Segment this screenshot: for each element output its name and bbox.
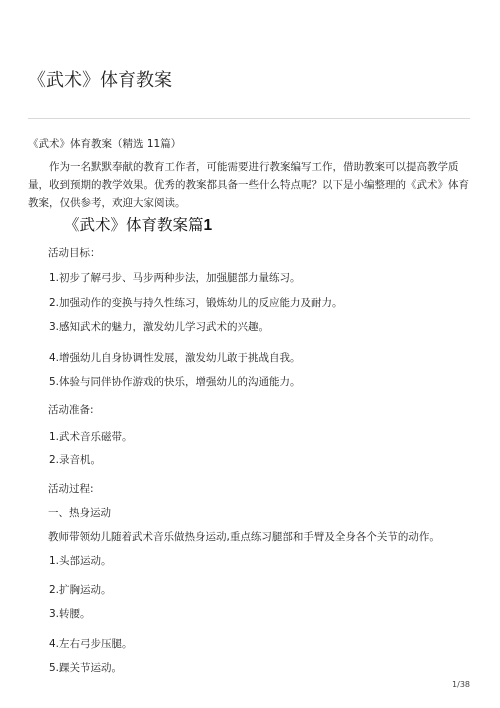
- document-title: 《武术》体育教案: [28, 70, 172, 91]
- warmup-description: 教师带领幼儿随着武术音乐做热身运动,重点练习腿部和手臂及全身各个关节的动作。: [48, 531, 440, 543]
- page-number: 1/38: [452, 680, 470, 689]
- goal-item: 1.初步了解弓步、马步两种步法，加强腿部力量练习。: [49, 272, 301, 284]
- process-label: 活动过程:: [48, 483, 94, 495]
- prep-label: 活动准备:: [48, 404, 94, 416]
- prep-item: 1.武术音乐磁带。: [49, 431, 133, 443]
- step-item: 3.转腰。: [49, 608, 91, 620]
- section-heading: [64, 213, 212, 235]
- step-item: 2.扩胸运动。: [49, 584, 112, 596]
- intro-paragraph: 作为一名默默奉献的教育工作者，可能需要进行教案编写工作，借助教案可以提高教学质量，收到预期的教学效果。优秀的教案都具备一些什么特点呢？以下是小编整理的《武术》体育教案，仅供参考，欢迎大家阅读。: [28, 161, 469, 209]
- goal-item: 4.增强幼儿自身协调性发展，激发幼儿敢于挑战自我。: [49, 352, 301, 364]
- step-item: 1.头部运动。: [49, 555, 112, 567]
- step-item: 4.左右弓步压腿。: [49, 638, 133, 650]
- warmup-heading: 一、热身运动: [48, 507, 111, 519]
- step-item: 5.踝关节运动。: [49, 662, 123, 674]
- goal-item: 3.感知武术的魅力，激发幼儿学习武术的兴趣。: [49, 321, 270, 333]
- goals-label: 活动目标：: [48, 247, 101, 259]
- section-heading-text: 《武术》体育教案篇: [64, 216, 204, 234]
- prep-item: 2.录音机。: [49, 454, 102, 466]
- goal-item: 5.体验与同伴协作游戏的快乐，增强幼儿的沟通能力。: [49, 376, 301, 388]
- section-heading-number: 1: [203, 217, 213, 234]
- document-subtitle: 《武术》体育教案（精选 11篇）: [28, 138, 182, 150]
- goal-item: 2.加强动作的变换与持久性练习，锻炼幼儿的反应能力及耐力。: [49, 297, 343, 309]
- title-divider: [28, 118, 470, 119]
